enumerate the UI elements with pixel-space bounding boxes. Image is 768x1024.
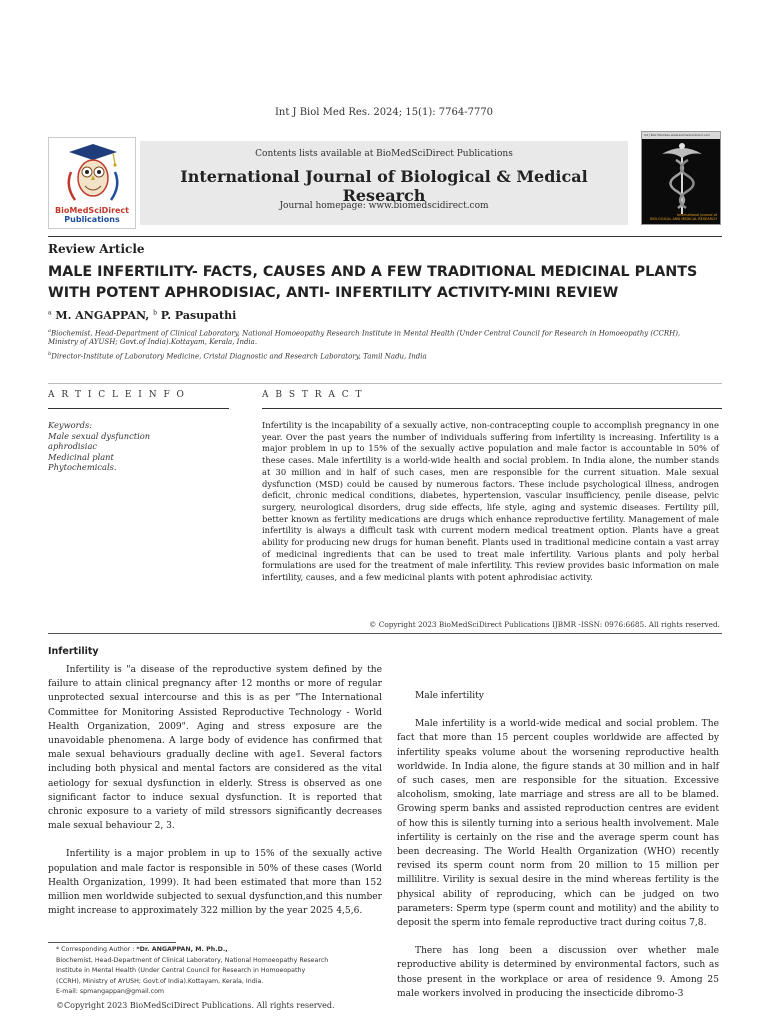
cover-title-line-1: International Journal of xyxy=(676,213,717,217)
abstract-heading: A B S T R A C T xyxy=(262,390,364,400)
header-rule xyxy=(48,236,722,237)
journal-header xyxy=(48,133,722,232)
affiliation-b-text: Director-Institute of Laboratory Medicine, Cristal Diagnostic and Research Laboratory, Tamil Nadu, India xyxy=(51,352,427,361)
journal-cover xyxy=(641,131,721,225)
left-paragraph-2: Infertility is a major problem in up to 15% of the sexually active population and male factor is responsible in 50% of these cases (World Health Organization, 1999). It had been estimated that more than 152 million men worldwide subjected to sexual dysfunction,and this number might increase to approximately 322 million by the year 2025 4,5,6. xyxy=(48,849,382,917)
contents-note: Contents lists available at BioMedSciDirect Publications xyxy=(255,149,513,159)
footnote-line: Biochemist, Head-Department of Clinical Laboratory, National Homoeopathy Research xyxy=(56,956,329,964)
affiliation-a-cont-text: Ministry of AYUSH; Govt.of India).Kottayam, Kerala, India. xyxy=(48,338,258,346)
keywords-block xyxy=(48,420,150,473)
author-b: P. Pasupathi xyxy=(160,309,237,322)
authors xyxy=(48,309,236,322)
left-column xyxy=(48,663,382,918)
publisher-logo xyxy=(48,137,136,229)
abstract-rule xyxy=(262,408,722,409)
section-title: Infertility xyxy=(48,646,99,657)
keyword: Phytochemicals. xyxy=(48,462,117,472)
footnote-line: (CCRH), Ministry of AYUSH; Govt.of India).Kottayam, Kerala, India. xyxy=(56,977,264,985)
footnote-rule xyxy=(48,942,176,943)
right-paragraph-2: There has long been a discussion over whether male reproductive ability is determined by environmental factors, such as those present in the workplace or area of residence 9. Among 25 male workers involved in producing the insecticide dibromo-3 xyxy=(397,946,719,999)
keyword: aphrodisiac xyxy=(48,441,98,451)
right-column xyxy=(397,689,719,1001)
caduceus-icon xyxy=(642,140,721,220)
owl-logo-icon xyxy=(63,142,123,206)
journal-citation: Int J Biol Med Res. 2024; 15(1): 7764-7770 xyxy=(274,107,494,118)
affiliation-a-cont xyxy=(48,337,728,347)
affiliation-b xyxy=(48,349,728,361)
footnote-author: *Dr. ANGAPPAN, M. Ph.D., xyxy=(136,946,228,953)
keyword: Medicinal plant xyxy=(48,451,114,462)
right-paragraph-1: Male infertility is a world-wide medical and social problem. The fact that more than 15 percent couples worldwide are affected by infertility speaks volume about the worsening reproductive health worldwide. In India alone, the figure stands at 30 million and in half of such cases, men are responsible for the situation. Excessive alcoholism, smoking, late marriage and stress are all to be blamed. Growing sperm banks and assisted reproduction centres are evident of how this is silently turning into a serious health involvement. Male infertility is certainly on the rise and the average sperm count has been decreasing. The World Health Organization (WHO) recently revised its sperm count norm from 20 million to 15 million per millilitre. Virility is sexual desire in the mind whereas fertility is the physical ability of reproducing, which can be judged on two parameters: Sperm type (sperm count and motility) and the ability to deposit the sperm into female reproductive tract during coitus 7,8. xyxy=(397,719,719,929)
corresponding-author-footnote xyxy=(56,945,376,998)
author-a-marker: a xyxy=(48,309,52,317)
affiliation-b-marker: b xyxy=(48,351,52,357)
abstract-bottom-rule xyxy=(48,633,722,634)
article-title-line-2: WITH POTENT APHRODISIAC, ANTI- INFERTILITY ACTIVITY-MINI REVIEW xyxy=(48,285,619,301)
article-type: Review Article xyxy=(48,242,145,256)
logo-line-1: BioMedSciDirect xyxy=(54,206,129,215)
keyword: Male sexual dysfunction xyxy=(48,430,151,441)
author-b-marker: b xyxy=(153,309,157,317)
keywords-label: Keywords: xyxy=(48,420,93,430)
left-paragraph-1: Infertility is "a disease of the reproductive system defined by the failure to attain clinical pregnancy after 12 months or more of regular unprotected sexual intercourse and this is as per "The International Committee for Monitoring Assisted Reproductive Technology - World Health Organization, 2009". Aging and stress exposure are the unavoidable phenomena. A large body of evidence has confirmed that male sexual behaviours gradually decline with age1. Several factors including both physical and mental factors are considered as the vital aetiology for sexual dysfunction in elderly. Stress is observed as one significant factor to induce sexual dysfunction. It is reported that chronic exposure to a variety of mild stressors significantly decreases male sexual behaviour 2, 3. xyxy=(48,665,382,832)
footnote-line: Institute in Mental Health (Under Central Council for Research in Homoeopathy xyxy=(56,967,306,974)
logo-caption xyxy=(49,206,135,224)
page-copyright: ©Copyright 2023 BioMedSciDirect Publications. All rights reserved. xyxy=(56,1001,335,1010)
article-info-heading: A R T I C L E I N F O xyxy=(48,390,186,400)
logo-line-2: Publications xyxy=(64,215,120,224)
affiliation-a-text: Biochemist, Head-Department of Clinical Laboratory, National Homoeopathy Research Institute in Mental Health (Under Central Council for Research in Homoeopathy (CCRH), xyxy=(50,329,681,338)
abstract-text: Infertility is the incapability of a sexually active, non-contracepting couple to accomplish pregnancy in one year. Over the past years the number of individuals suffering from infertility is increasing. Infertility is a major problem in up to 15% of the sexually active population and male factor is accountable in 50% of these cases. Male infertility is a world-wide health and social problem. In India alone, the number stands at 30 million and in half of such cases, men are responsible for the current situation. Male sexual dysfunction (MSD) could be caused by numerous factors. These include psychological illness, androgen deficit, chronic medical conditions, diabetes, hypertension, vascular insufficiency, penile disease, pelvic surgery, neurological disorders, drug side effects, life style, aging and systemic diseases. Fertility pill, better known as fertility medications are drugs which enhance reproductive fertility. Management of male infertility is always a difficult task with current modern medical treatment option. Plants have a great ability for producing new drugs for human benefit. Plants used in traditional medicine contain a vast array of medicinal ingredients that can be used to treat male infertility. Various plants and poly herbal formulations are used for the treatment of male infertility. This review provides basic information on male infertility, causes, and a few medicinal plants with potent aphrodisiac activity. xyxy=(262,420,719,583)
cover-title xyxy=(650,213,717,221)
journal-name: International Journal of Biological & Medical Research xyxy=(180,167,588,205)
journal-band xyxy=(140,141,628,225)
article-info-rule xyxy=(48,408,229,409)
cover-title-line-2: BIOLOGICAL AND MEDICAL RESEARCH xyxy=(650,217,717,221)
author-a: M. ANGAPPAN, xyxy=(55,309,150,322)
footnote-email: E-mail: spmangappan@gmail.com xyxy=(56,988,165,995)
footnote-label: * Corresponding Author : xyxy=(56,946,137,953)
journal-homepage: Journal homepage: www.biomedscidirect.com xyxy=(279,201,489,211)
article-title-line-1: MALE INFERTILITY- FACTS, CAUSES AND A FEW TRADITIONAL MEDICINAL PLANTS xyxy=(48,264,698,280)
section-divider xyxy=(48,383,722,384)
affiliation-a-marker: a xyxy=(48,328,51,334)
copyright-line: © Copyright 2023 BioMedSciDirect Publications IJBMR -ISSN: 0976:6685. All rights reserved. xyxy=(369,620,720,629)
cover-top-strip: Int J Biol Med Res www.biomedscidirect.com xyxy=(642,132,720,139)
article-title xyxy=(48,262,738,304)
subheading-male-infertility: Male infertility xyxy=(415,691,484,701)
